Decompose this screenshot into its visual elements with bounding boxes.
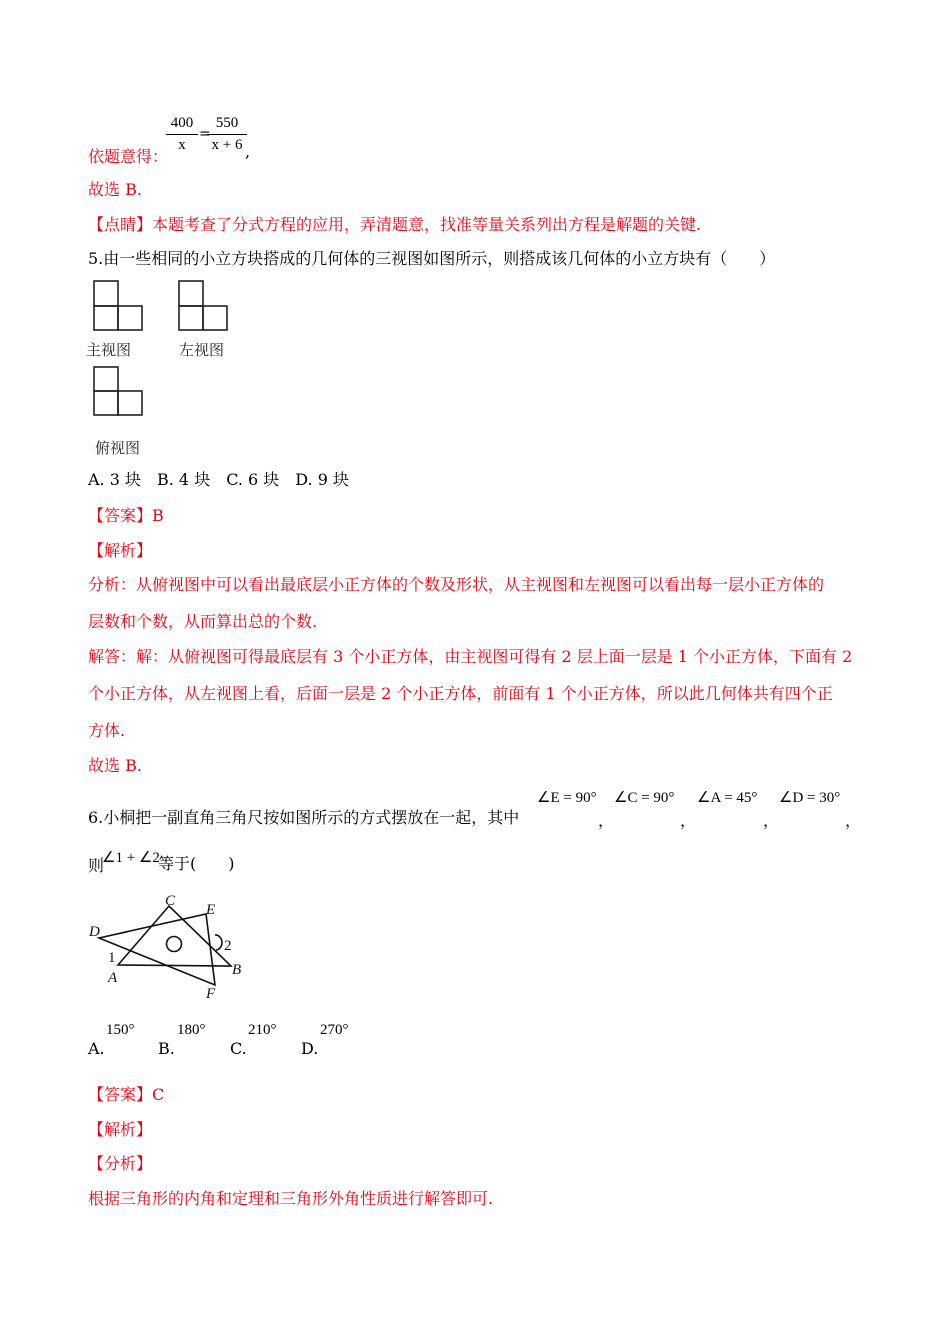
q5-analysis-line2: 层数和个数，从而算出总的个数. (88, 612, 318, 631)
label-1: 1 (108, 950, 116, 966)
front-view-drawing (94, 281, 142, 330)
sep-3: ， (763, 811, 780, 830)
q6-method: 根据三角形的内角和定理和三角形外角性质进行解答即可. (88, 1189, 494, 1208)
label-D: D (89, 924, 100, 940)
sep-4: ， (845, 811, 862, 830)
label-A: A (108, 970, 118, 986)
fraction-400-over-x: $\frac{400}{x}$ (166, 115, 198, 154)
option-a-value: 150° (106, 1022, 135, 1038)
q6-fenxi-title: 【分析】 (88, 1154, 153, 1173)
label-2: 2 (224, 938, 232, 954)
q5-solution-line2: 个小正方体，从左视图上看，后面一层是 2 个小正方体，前面有 1 个小正方体，所以此几何体共有四个正 (88, 684, 833, 703)
option-c-value: 210° (248, 1022, 277, 1038)
label-E: E (206, 902, 216, 918)
q5-solution-line1: 解答：解：从俯视图可得最底层有 3 个小正方体，由主视图可得有 2 层上面一层是 1 个小正方体，下面有 2 (88, 647, 853, 666)
q5-analysis-title: 【解析】 (88, 541, 153, 560)
top-view-label: 俯视图 (95, 439, 141, 457)
top-view-drawing (94, 367, 142, 415)
q5-options: A. 3 块 B. 4 块 C. 6 块 D. 9 块 (88, 470, 349, 489)
sep-2: ， (680, 811, 697, 830)
q4-comment: 【点睛】本题考查了分式方程的应用，弄清题意，找准等量关系列出方程是解题的关键. (88, 215, 702, 234)
q6-stem: 6.小桐把一副直角三角尺按如图所示的方式摆放在一起，其中 (88, 808, 520, 827)
q4-choose: 故选 B. (88, 180, 142, 199)
angle-a-condition: ∠A = 45° (697, 790, 758, 806)
triangles-figure (85, 888, 255, 1008)
option-b-letter: B. (158, 1039, 175, 1058)
left-view-drawing (179, 281, 227, 330)
angle-d-condition: ∠D = 30° (779, 790, 841, 806)
angle-e-condition: ∠E = 90° (537, 790, 597, 806)
angle-sum-expression: ∠1 + ∠2 (102, 850, 160, 866)
q6-equals: 等于( ) (158, 854, 235, 873)
front-view-label: 主视图 (86, 341, 132, 359)
label-F: F (206, 986, 216, 1002)
q5-answer: 【答案】B (88, 506, 164, 525)
q6-analysis-title: 【解析】 (88, 1120, 153, 1139)
equation-comma: , (245, 142, 251, 161)
q5-stem: 5.由一些相同的小立方块搭成的几何体的三视图如图所示，则搭成该几何体的小立方块有（ ） (88, 249, 776, 268)
equals-sign: = (199, 126, 211, 142)
option-d-letter: D. (301, 1039, 319, 1058)
q5-analysis-line1: 分析：从俯视图中可以看出最底层小正方体的个数及形状，从主视图和左视图可以看出每一层小正方体的 (88, 575, 825, 594)
three-views-figure (85, 278, 255, 458)
angle-2-arc (215, 935, 222, 950)
option-d-value: 270° (320, 1022, 349, 1038)
q6-then: 则 (88, 856, 105, 875)
option-c-letter: C. (230, 1039, 247, 1058)
fraction-550-over-x-plus-6: $\frac{550}{x + 6}$ (207, 115, 247, 154)
sep-1: ， (598, 811, 615, 830)
label-B: B (232, 962, 242, 978)
equation-label: 依题意得： (88, 147, 169, 166)
q6-answer: 【答案】C (88, 1085, 165, 1104)
q5-solution-line3: 方体. (88, 721, 126, 740)
option-a-letter: A. (88, 1039, 105, 1058)
angle-c-condition: ∠C = 90° (614, 790, 675, 806)
q5-choose: 故选 B. (88, 756, 142, 775)
angle-mark-circle (167, 937, 182, 952)
left-view-label: 左视图 (179, 341, 225, 359)
label-C: C (165, 893, 176, 909)
option-b-value: 180° (177, 1022, 206, 1038)
